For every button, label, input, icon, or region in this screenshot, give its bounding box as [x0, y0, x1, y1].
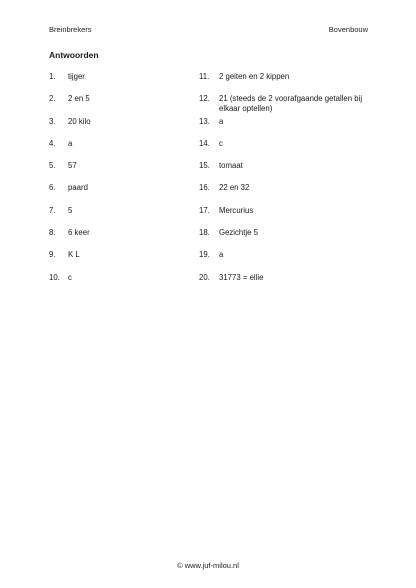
- answer-text: 5: [68, 205, 73, 215]
- answer-text: 22 en 32: [219, 183, 250, 193]
- page-title: Antwoorden: [49, 50, 99, 60]
- answer-text: tijger: [68, 72, 85, 81]
- answer-number: 1.: [49, 72, 56, 81]
- answer-text: paard: [68, 183, 88, 193]
- answer-text: a: [68, 138, 73, 148]
- footer-copyright: © www.juf-milou.nl: [177, 561, 239, 570]
- answer-text: a: [219, 116, 224, 126]
- answer-text: 2 en 5: [68, 94, 90, 104]
- answer-number: 14.: [199, 138, 210, 148]
- answer-number: 17.: [199, 205, 210, 215]
- answer-text: Gezichtje 5: [219, 228, 259, 238]
- header-right: Bovenbouw: [328, 25, 368, 34]
- answer-number: 13.: [199, 116, 210, 126]
- answer-number: 12.: [199, 94, 210, 104]
- answer-number: 2.: [49, 94, 56, 104]
- answer-text: tomaat: [219, 161, 243, 171]
- answer-number: 20.: [199, 272, 210, 282]
- answer-number: 4.: [49, 138, 56, 148]
- answer-text: c: [68, 272, 72, 282]
- answer-number: 19.: [199, 250, 210, 260]
- answer-number: 8.: [49, 228, 56, 238]
- answer-text: 31773 = ellie: [219, 272, 264, 282]
- answer-text: 6 keer: [68, 228, 90, 238]
- answer-number: 11.: [199, 72, 210, 81]
- answer-number: 5.: [49, 161, 56, 171]
- answer-text: c: [219, 138, 223, 148]
- answer-number: 3.: [49, 116, 56, 126]
- answer-text: 2 geiten en 2 kippen: [219, 72, 290, 81]
- answer-number: 9.: [49, 250, 56, 260]
- answer-number: 18.: [199, 228, 210, 238]
- answer-text: K L: [68, 250, 80, 260]
- answer-number: 16.: [199, 183, 210, 193]
- answer-number: 15.: [199, 161, 210, 171]
- answer-number: 10.: [49, 272, 60, 282]
- answer-number: 7.: [49, 205, 56, 215]
- header-left: Breinbrekers: [49, 25, 92, 34]
- answer-text: a: [219, 250, 224, 260]
- answer-number: 6.: [49, 183, 56, 193]
- answer-text: 21 (steeds de 2 voorafgaande getallen bij elkaar optellen): [219, 94, 363, 114]
- answer-text: Mercurius: [219, 205, 254, 215]
- answer-text: 20 kilo: [68, 116, 91, 126]
- answer-text: 57: [68, 161, 77, 171]
